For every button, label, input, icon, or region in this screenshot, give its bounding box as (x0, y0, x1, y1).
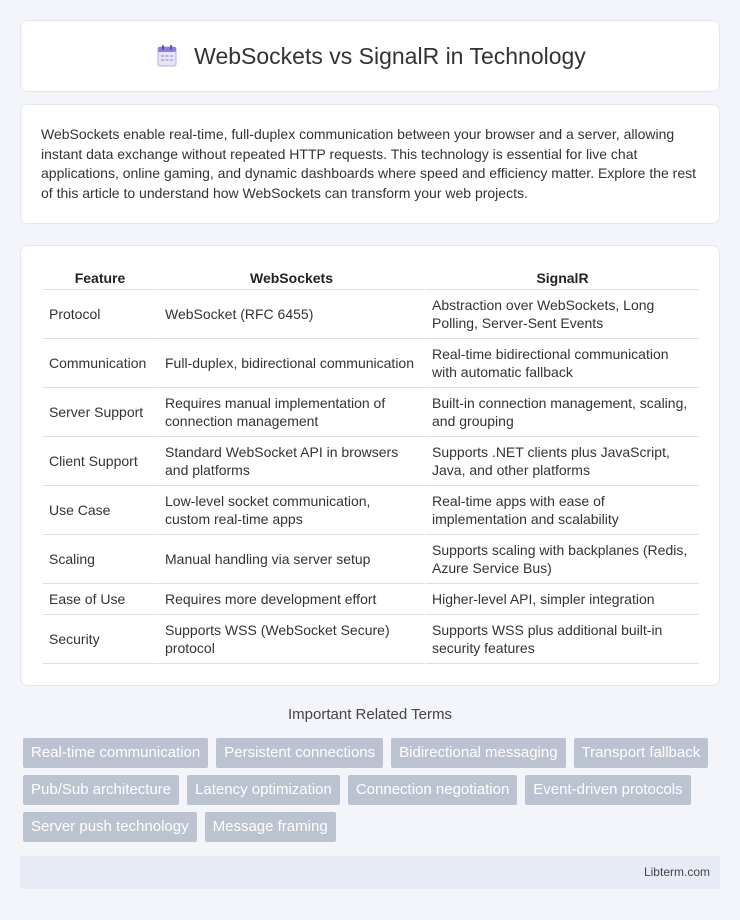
header-feature: Feature (43, 266, 157, 290)
comparison-table-card (20, 245, 720, 686)
table-row (43, 615, 699, 664)
table-row (43, 486, 699, 535)
cell-websockets: Manual handling via server setup (157, 535, 424, 584)
table-row (43, 339, 699, 388)
related-term-tag[interactable]: Event-driven protocols (525, 775, 690, 805)
header-websockets: WebSockets (157, 266, 424, 290)
cell-feature: Security (43, 615, 157, 664)
cell-signalr: Supports .NET clients plus JavaScript, Java, and other platforms (424, 437, 699, 486)
header-signalr: SignalR (424, 266, 699, 290)
table-row (43, 388, 699, 437)
intro-card (20, 104, 720, 224)
cell-feature: Use Case (43, 486, 157, 535)
cell-feature: Communication (43, 339, 157, 388)
footer-site-link[interactable]: Libterm.com (643, 865, 710, 879)
table-row (43, 535, 699, 584)
related-term-tag[interactable]: Transport fallback (574, 738, 709, 768)
document-icon (154, 43, 180, 69)
cell-feature: Protocol (43, 290, 157, 339)
cell-signalr: Supports scaling with backplanes (Redis, Azure Service Bus) (424, 535, 699, 584)
related-term-tag[interactable]: Server push technology (23, 812, 197, 842)
intro-paragraph: WebSockets enable real-time, full-duplex communication between your browser and a server, allowing instant data exchange without repeated HTTP requests. This technology is essential for live chat applications, online gaming, and dynamic dashboards where speed and efficiency matter. Explore the rest of this article to understand how WebSockets can transform your web projects. (41, 126, 697, 201)
related-term-tag[interactable]: Message framing (205, 812, 336, 842)
page-title: WebSockets vs SignalR in Technology (194, 42, 586, 69)
cell-signalr: Supports WSS plus additional built-in security features (424, 615, 699, 664)
cell-websockets: Low-level socket communication, custom real-time apps (157, 486, 424, 535)
related-terms-heading: Important Related Terms (288, 706, 452, 723)
table-header-row (43, 266, 699, 290)
related-term-tag[interactable]: Bidirectional messaging (391, 738, 565, 768)
cell-signalr: Higher-level API, simpler integration (424, 584, 699, 615)
table-row (43, 584, 699, 615)
cell-websockets: Requires more development effort (157, 584, 424, 615)
table-row (43, 290, 699, 339)
cell-signalr: Abstraction over WebSockets, Long Polling, Server-Sent Events (424, 290, 699, 339)
cell-feature: Client Support (43, 437, 157, 486)
related-terms-list (23, 738, 723, 842)
title-card (20, 20, 720, 92)
cell-feature: Ease of Use (43, 584, 157, 615)
related-term-tag[interactable]: Latency optimization (187, 775, 340, 805)
cell-signalr: Built-in connection management, scaling, and grouping (424, 388, 699, 437)
cell-websockets: Full-duplex, bidirectional communication (157, 339, 424, 388)
related-term-tag[interactable]: Real-time communication (23, 738, 208, 768)
footer (20, 856, 720, 889)
related-term-tag[interactable]: Persistent connections (216, 738, 383, 768)
related-term-tag[interactable]: Pub/Sub architecture (23, 775, 179, 805)
cell-websockets: Standard WebSocket API in browsers and platforms (157, 437, 424, 486)
cell-websockets: Requires manual implementation of connection management (157, 388, 424, 437)
cell-signalr: Real-time bidirectional communication with automatic fallback (424, 339, 699, 388)
cell-signalr: Real-time apps with ease of implementation and scalability (424, 486, 699, 535)
comparison-table (43, 266, 699, 664)
cell-websockets: WebSocket (RFC 6455) (157, 290, 424, 339)
table-row (43, 437, 699, 486)
related-term-tag[interactable]: Connection negotiation (348, 775, 517, 805)
cell-feature: Server Support (43, 388, 157, 437)
cell-websockets: Supports WSS (WebSocket Secure) protocol (157, 615, 424, 664)
cell-feature: Scaling (43, 535, 157, 584)
